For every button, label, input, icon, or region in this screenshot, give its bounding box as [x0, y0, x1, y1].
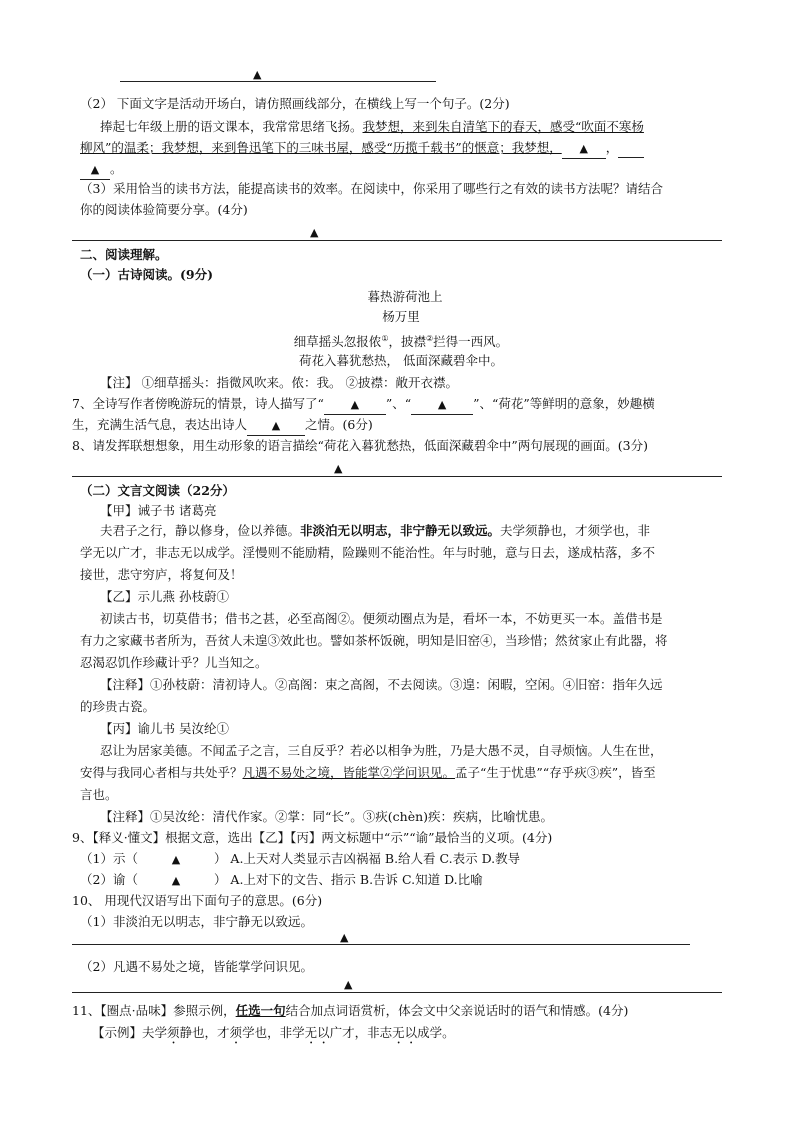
q2-blank-2[interactable] — [618, 139, 644, 158]
q7-line1: 7、全诗写作者傍晚游玩的情景，诗人描写了“ ▲ ”、“ ▲ ”、“荷花”等鲜明的意象，妙趣横 — [72, 395, 655, 415]
answer-triangle: ▲ — [340, 931, 349, 944]
poem-line-1: 细草摇头忽报侬①，披襟②拦得一西风。 — [293, 334, 509, 350]
q2-head: （2） 下面文字是活动开场白，请仿照画线部分，在横线上写一个句子。(2分) — [80, 96, 510, 111]
q10-sentence-1: （1）非淡泊无以明志，非宁静无以致远。 — [80, 914, 313, 929]
bing-line2: 安得与我同心者相与共处乎？凡遇不易处之境，皆能掌②学问识见。孟子“生于忧患”“存乎疢③疾”，皆至 — [80, 765, 656, 780]
q9-option-1: （1）示（ ▲ ） A.上天对人类显示吉凶祸福 B.给人看 C.表示 D.教导 — [80, 850, 520, 869]
jia-line1: 夫君子之行，静以修身，俭以养德。非淡泊无以明志，非宁静无以致远。夫学须静也，才须学也，非 — [100, 523, 651, 538]
q9-head: 9、【释义·懂文】根据文意，选出【乙】【丙】两文标题中“示”“谕”最恰当的义项。(4分) — [72, 830, 553, 845]
poem-note: 【注】 ①细草摇头：指微风吹来。侬：我。 ②披襟：敞开衣襟。 — [100, 375, 458, 390]
q9-answer-1[interactable]: ▲ — [171, 853, 181, 866]
q9-answer-2[interactable]: ▲ — [171, 874, 181, 887]
q3-line2: 你的阅读体验简要分享。(4分) — [80, 202, 248, 217]
answer-line[interactable] — [72, 992, 722, 993]
q2-line1: 捧起七年级上册的语文课本，我常常思绪飞扬。我梦想，来到朱自清笔下的春天，感受“吹面不寒杨 — [100, 119, 644, 134]
answer-triangle: ▲ — [253, 68, 262, 81]
answer-line[interactable] — [72, 476, 722, 477]
q10-sentence-2: （2）凡遇不易处之境，皆能掌学问识见。 — [80, 959, 313, 974]
q7-blank-3[interactable]: ▲ — [247, 417, 305, 436]
jia-line3: 接世，悲守穷庐，将复何及！ — [80, 567, 243, 582]
q7-blank-1[interactable]: ▲ — [324, 396, 386, 415]
poem-title: 暮热游荷池上 — [367, 289, 443, 304]
bing-note: 【注释】①吴汝纶：清代作家。②掌：同“长”。③疢(chèn)疾：疾病，比喻忧患。 — [100, 809, 554, 824]
answer-line[interactable] — [72, 240, 722, 241]
bing-line3: 言也。 — [80, 787, 118, 802]
q2-line2: 柳风”的温柔；我梦想，来到鲁迅笔下的三味书屋，感受“历揽千载书”的惬意；我梦想， ▲ ， — [80, 139, 644, 159]
subsection-title: （一）古诗阅读。(9分) — [80, 267, 214, 282]
answer-triangle: ▲ — [310, 226, 319, 239]
q2-blank-3[interactable]: ▲ — [80, 161, 110, 180]
jia-title: 【甲】诫子书 诸葛亮 — [100, 503, 217, 518]
q2-line3: ▲ 。 — [80, 160, 123, 180]
section-title: 二、阅读理解。 — [80, 247, 168, 262]
yi-line3: 忍渴忍饥作珍藏计乎？儿当知之。 — [80, 655, 268, 670]
answer-triangle: ▲ — [334, 462, 343, 475]
yi-line1: 初读古书，切莫借书；借书之甚，必至高阁②。便须动圈点为是，看坏一本，不妨更买一本。盖借书是 — [100, 611, 663, 626]
yi-note2: 的珍贵古瓷。 — [80, 699, 156, 714]
poem-line-2: 荷花入暮犹愁热， 低面深藏碧伞中。 — [299, 353, 503, 368]
q11-head: 11、【圈点·品味】参照示例，任选一句结合加点词语赏析，体会文中父亲说话时的语气和情感。(4分) — [72, 1003, 629, 1018]
q2-blank-1[interactable]: ▲ — [562, 140, 606, 159]
q9-option-2: （2）谕（ ▲ ） A.上对下的文告、指示 B.告诉 C.知道 D.比喻 — [80, 871, 483, 890]
classical-head: （二）文言文阅读（22分） — [80, 483, 235, 498]
yi-line2: 有力之家藏书者所为，吾贫人未遑③效此也。譬如茶杯饭碗，明知是旧窑④，当珍惜；然贫家止有此器，将 — [80, 633, 668, 648]
answer-line[interactable] — [120, 81, 436, 82]
answer-triangle: ▲ — [344, 978, 353, 991]
q7-blank-2[interactable]: ▲ — [411, 396, 473, 415]
jia-line2: 学无以广才，非志无以成学。淫慢则不能励精，险躁则不能治性。年与时驰，意与日去，遂成枯落，多不 — [80, 545, 656, 560]
q8-text: 8、请发挥联想想象，用生动形象的语言描绘“荷花入暮犹愁热，低面深藏碧伞中”两句展现的画面。(3分) — [72, 438, 648, 453]
poem-author: 杨万里 — [382, 309, 420, 324]
yi-title: 【乙】示儿燕 孙枝蔚① — [100, 589, 229, 604]
bing-line1: 忍让为居家美德。不闻孟子之言，三自反乎？若必以相争为胜，乃是大愚不灵，自寻烦恼。人生在世， — [100, 743, 663, 758]
q10-head: 10、 用现代汉语写出下面句子的意思。(6分) — [72, 893, 323, 908]
q7-line2: 生，充满生活气息，表达出诗人 ▲ 之情。(6分) — [72, 416, 373, 436]
q3-line1: （3）采用恰当的读书方法，能提高读书的效率。在阅读中，你采用了哪些行之有效的读书方法呢？请结合 — [80, 181, 663, 196]
yi-note1: 【注释】①孙枝蔚：清初诗人。②高阁：束之高阁，不去阅读。③遑：闲暇，空闲。④旧窑：指年久远 — [100, 677, 663, 692]
q11-example: 【示例】夫学须静也，才须学也，非学无以广才，非志无以成学。 — [92, 1025, 455, 1040]
bing-title: 【丙】谕儿书 吴汝纶① — [100, 721, 229, 736]
answer-line[interactable] — [72, 944, 690, 945]
